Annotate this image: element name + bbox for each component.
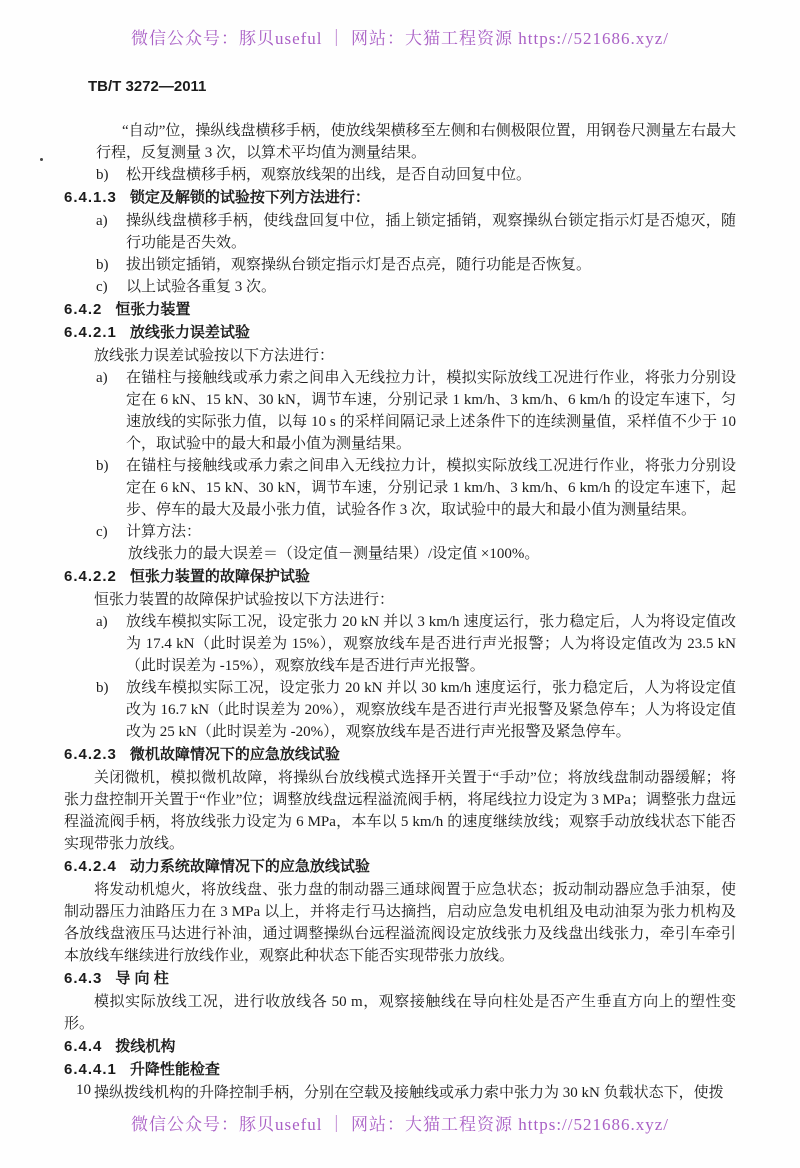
list-item-marker: a) — [96, 614, 108, 630]
list-item-marker: a) — [96, 213, 108, 229]
list-item-text: 操纵线盘横移手柄，使线盘回复中位，插上锁定插销，观察操纵台锁定指示灯是否熄灭，随行功能是否失效。 — [126, 213, 736, 251]
section-title: 升降性能检查 — [129, 1061, 220, 1078]
paragraph: 将发动机熄火，将放线盘、张力盘的制动器三通球阀置于应急状态；扳动制动器应急手油泵，使制动器压力油路压力在 3 MPa 以上，并将走行马达摘挡，启动应急发电机组及电动油泵为张力机构及各放线盘液压马达进行补油，通过调整操纵台远程溢流阀设定放线张力及线盘出线张力，牵引车牵引本放线车继续进行放线作业，观察此种状态下能否实现带张力放线。 — [64, 882, 736, 964]
watermark-top: 微信公众号：豚贝useful ｜ 网站：大猫工程资源 https://521686.xyz/ — [130, 29, 670, 48]
document-body — [64, 120, 736, 1104]
paragraph: 操纵拨线机构的升降控制手柄，分别在空载及接触线或承力索中张力为 30 kN 负载状态下，使拨 — [94, 1085, 724, 1101]
list-item — [96, 677, 736, 743]
section-number: 6.4.2.3 — [64, 746, 117, 763]
section-number: 6.4.4.1 — [64, 1061, 117, 1078]
section-title: 动力系统故障情况下的应急放线试验 — [129, 858, 370, 875]
watermark-bottom: 微信公众号：豚贝useful ｜ 网站：大猫工程资源 https://521686.xyz/ — [130, 1115, 670, 1134]
list-item-text: 松开线盘横移手柄，观察放线架的出线，是否自动回复中位。 — [126, 167, 532, 183]
list-item-marker: b) — [96, 257, 109, 273]
list-item-marker: b) — [96, 680, 109, 696]
section-title: 恒张力装置的故障保护试验 — [129, 568, 310, 585]
section-number: 6.4.2.2 — [64, 568, 117, 585]
list-item-marker: b) — [96, 167, 109, 183]
section-heading — [64, 322, 736, 344]
continued-paragraph: “自动”位，操纵线盘横移手柄，使放线架横移至左侧和右侧极限位置，用钢卷尺测量左右最大行程，反复测量 3 次，以算术平均值为测量结果。 — [96, 123, 736, 161]
list-item — [96, 455, 736, 521]
section-number: 6.4.2 — [64, 301, 103, 318]
list-item-marker: c) — [96, 524, 108, 540]
section-number: 6.4.1.3 — [64, 189, 117, 206]
list-item-marker: a) — [96, 370, 108, 386]
list-item — [96, 164, 736, 186]
list-item — [96, 276, 736, 298]
list-item-text: 在锚柱与接触线或承力索之间串入无线拉力计，模拟实际放线工况进行作业，将张力分别设定在 6 kN、15 kN、30 kN，调节车速，分别记录 1 km/h、3 km/h、6 km/h 的设定车速下，起步、停车的最大及最小张力值，试验各作 3 次，取试验中的最大和最小值为测量结果。 — [126, 458, 736, 518]
list-item-text: 以上试验各重复 3 次。 — [126, 279, 277, 295]
list-item — [96, 611, 736, 677]
list-item-text: 在锚柱与接触线或承力索之间串入无线拉力计，模拟实际放线工况进行作业，将张力分别设定在 6 kN、15 kN、30 kN，调节车速，分别记录 1 km/h、3 km/h、6 km/h 的设定车速下，匀速放线的实际张力值，以每 10 s 的采样间隔记录上述条件下的连续测量值，采样值不少于 10 个，取试验中的最大和最小值为测量结果。 — [126, 370, 736, 452]
section-heading — [64, 299, 736, 321]
page-number: 10 — [76, 1082, 91, 1098]
list-item — [96, 210, 736, 254]
section-heading — [64, 187, 736, 209]
section-title: 导 向 柱 — [115, 970, 169, 987]
list-item-text: 拔出锁定插销，观察操纵台锁定指示灯是否点亮，随行功能是否恢复。 — [126, 257, 592, 273]
section-number: 6.4.4 — [64, 1038, 103, 1055]
section-number: 6.4.2.1 — [64, 324, 117, 341]
list-item-marker: b) — [96, 458, 109, 474]
section-heading — [64, 856, 736, 878]
list-item-text: 放线车模拟实际工况，设定张力 20 kN 并以 3 km/h 速度运行，张力稳定后，人为将设定值改为 17.4 kN（此时误差为 15%），观察放线车是否进行声光报警；人为将设定值改为 23.5 kN（此时误差为 -15%），观察放线车是否进行声光报警。 — [126, 614, 736, 674]
section-number: 6.4.3 — [64, 970, 103, 987]
section-heading — [64, 1059, 736, 1081]
section-heading — [64, 566, 736, 588]
section-title: 放线张力误差试验 — [129, 324, 250, 341]
list-item — [96, 367, 736, 455]
list-item-marker: c) — [96, 279, 108, 295]
list-item — [96, 521, 736, 543]
paragraph: 关闭微机，模拟微机故障，将操纵台放线模式选择开关置于“手动”位；将放线盘制动器缓解；将张力盘控制开关置于“作业”位；调整放线盘远程溢流阀手柄，将尾线拉力设定为 3 MPa；调整张力盘远程溢流阀手柄，将放线张力设定为 6 MPa，本车以 5 km/h 的速度继续放线；观察手动放线状态下能否实现带张力放线。 — [64, 770, 736, 852]
margin-dot — [40, 158, 43, 161]
section-heading — [64, 744, 736, 766]
section-heading — [64, 968, 736, 990]
list-item-text: 放线车模拟实际工况，设定张力 20 kN 并以 30 km/h 速度运行，张力稳定后，人为将设定值改为 16.7 kN（此时误差为 20%），观察放线车是否进行声光报警及紧急停车；人为将设定值改为 25 kN（此时误差为 -20%），观察放线车是否进行声光报警及紧急停车。 — [126, 680, 736, 740]
doc-number: TB/T 3272—2011 — [88, 78, 207, 95]
paragraph: 放线张力误差试验按以下方法进行： — [94, 348, 335, 364]
paragraph: 模拟实际放线工况，进行收放线各 50 m，观察接触线在导向柱处是否产生垂直方向上的塑性变形。 — [64, 994, 736, 1032]
paragraph: 恒张力装置的故障保护试验按以下方法进行： — [94, 592, 395, 608]
list-item-text: 计算方法： — [126, 524, 202, 540]
formula-line: 放线张力的最大误差＝（设定值－测量结果）/设定值 ×100%。 — [128, 546, 540, 562]
list-item — [96, 254, 736, 276]
section-title: 拨线机构 — [115, 1038, 176, 1055]
section-title: 锁定及解锁的试验按下列方法进行： — [129, 189, 370, 206]
section-number: 6.4.2.4 — [64, 858, 117, 875]
section-title: 恒张力装置 — [115, 301, 191, 318]
section-title: 微机故障情况下的应急放线试验 — [129, 746, 340, 763]
section-heading — [64, 1036, 736, 1058]
